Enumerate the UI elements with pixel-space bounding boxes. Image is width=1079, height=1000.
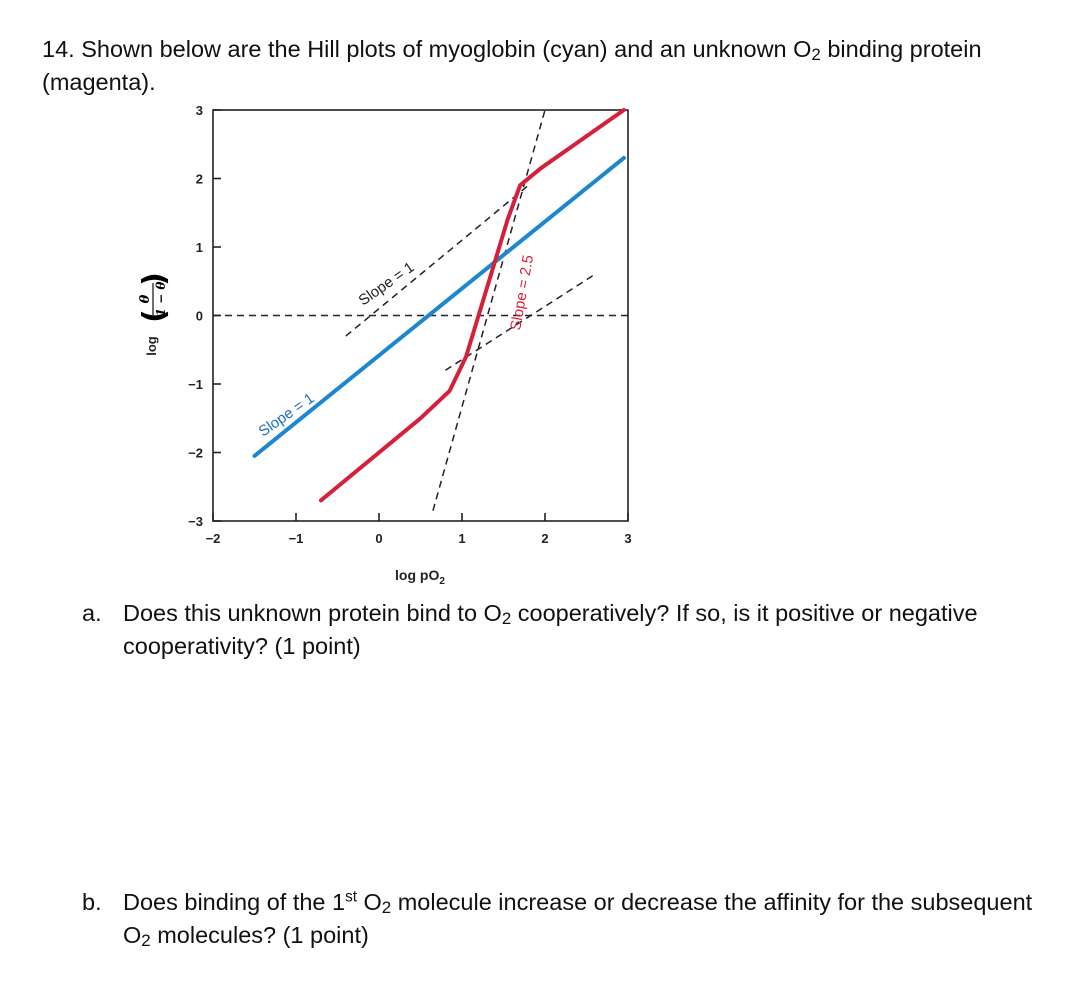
y-tick-label: −2 xyxy=(188,445,203,461)
y-tick-label: 3 xyxy=(195,103,203,118)
question-text-1: Shown below are the Hill plots of myoglobin (cyan) and an unknown O xyxy=(81,36,812,62)
x-tick-label: 1 xyxy=(458,531,466,546)
annotation-slope-upper: Slope = 1 xyxy=(355,258,418,310)
series-line-myoglobin xyxy=(255,158,624,456)
sub-question-a-text xyxy=(123,597,1023,663)
question-text-2: binding protein (magenta). xyxy=(42,36,982,95)
y-tick-label: −3 xyxy=(188,514,203,529)
y-label-log: log xyxy=(144,336,159,356)
reference-line-4 xyxy=(433,110,545,511)
annotation-slope-myoglobin: Slope = 1 xyxy=(255,389,318,441)
sub-question-b-sub-1: 2 xyxy=(381,898,392,918)
reference-line-2 xyxy=(346,185,529,336)
y-tick-label: 0 xyxy=(195,308,203,324)
x-tick-label: 2 xyxy=(541,531,549,546)
y-tick-label: 2 xyxy=(195,171,203,187)
x-tick-label: 3 xyxy=(624,531,632,546)
annotation-slope-hill: Slope = 2.5 xyxy=(507,253,538,332)
x-axis-label: $\log pO_2$ xyxy=(395,567,445,587)
sub-question-a-text-2: cooperatively? If so, is it positive or negative cooperativity? (1 point) xyxy=(123,600,978,659)
sub-question-b-letter: b. xyxy=(82,889,102,915)
y-tick-label: 1 xyxy=(195,240,203,255)
sub-question-b-sub-2: 2 xyxy=(141,931,151,951)
sub-question-a-text-1: Does this unknown protein bind to O xyxy=(123,600,502,626)
x-tick-label: 0 xyxy=(375,531,383,546)
sub-question-b-text-4: molecules? (1 point) xyxy=(150,922,369,948)
sub-question-b-text-3: molecule increase or decrease the affinity for the subsequent O xyxy=(123,889,1033,948)
sub-question-a-sub: 2 xyxy=(501,609,512,629)
x-tick-label: −1 xyxy=(288,531,304,546)
question-number: 14. xyxy=(42,36,75,62)
y-label-numerator: θ xyxy=(138,294,153,304)
question-text-sub: 2 xyxy=(811,45,821,65)
y-label-paren-right: ) xyxy=(137,272,172,286)
sub-question-b-text-1: Does binding of the 1 xyxy=(123,889,346,915)
y-tick-label: −1 xyxy=(188,377,203,392)
y-label-denominator: 1 − θ xyxy=(154,281,168,317)
sub-question-b-text-2: O xyxy=(356,889,382,915)
sub-question-a-letter: a. xyxy=(82,600,102,626)
y-label-paren-left: ( xyxy=(137,309,172,323)
y-axis-label xyxy=(137,272,172,356)
sub-question-b-text xyxy=(123,886,1043,952)
sub-question-b-sup: st xyxy=(345,888,357,906)
x-tick-label: −2 xyxy=(205,531,221,546)
